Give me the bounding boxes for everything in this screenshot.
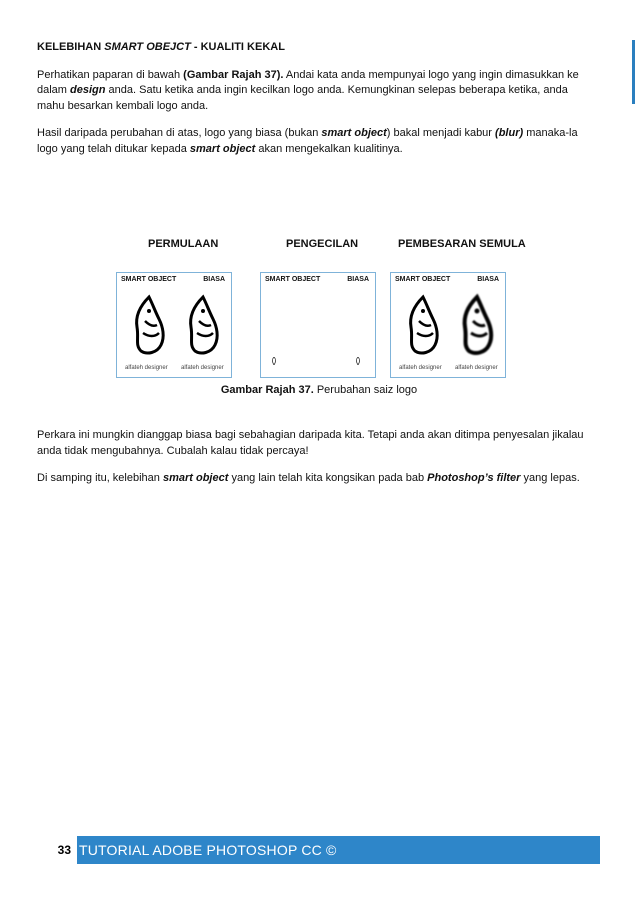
tag-smart-object: SMART OBJECT <box>395 276 451 283</box>
tag-smart-object: SMART OBJECT <box>121 276 177 283</box>
brand-text: alfateh designer <box>125 365 168 371</box>
tag-biasa: BIASA <box>477 276 499 283</box>
tag-biasa: BIASA <box>203 276 225 283</box>
small-logo-icon <box>355 357 361 365</box>
figure-caption <box>0 384 638 396</box>
design-term: design <box>70 84 106 96</box>
main-content <box>37 40 597 169</box>
section-heading <box>37 40 597 56</box>
blur-term: (blur) <box>495 127 524 139</box>
smart-object-term: smart object <box>189 142 256 155</box>
calligraphy-logo-icon <box>127 293 171 357</box>
figure-reference: (Gambar Rajah 37). <box>183 68 284 81</box>
brand-text: alfateh designer <box>399 365 442 371</box>
heading-italic: SMART OBEJCT <box>104 41 191 53</box>
smart-object-term: smart object <box>321 127 387 139</box>
footer-title: TUTORIAL ADOBE PHOTOSHOP CC © <box>79 842 337 858</box>
panel-pembesaran-semula <box>390 272 506 378</box>
label-pengecilan: PENGECILAN <box>286 238 359 250</box>
paragraph-1: Perhatikan paparan di bawah (Gambar Rajah 37). Andai kata anda mempunyai logo yang ingin dimasukkan ke dalam design anda. Satu ketika anda ingin kecilkan logo anda. Kemungkinan selepas beberapa ketika, anda mahu besarkan kembali logo anda. <box>37 68 579 112</box>
label-pembesaran-semula: PEMBESARAN SEMULA <box>398 238 526 250</box>
panel-pengecilan <box>260 272 376 378</box>
lower-content <box>37 428 597 499</box>
figure-37 <box>0 232 638 402</box>
photoshop-filter-term: Photoshop’s filter <box>427 472 521 484</box>
smart-object-term: smart object <box>162 472 229 484</box>
small-logo-icon <box>271 357 277 365</box>
panel-permulaan <box>116 272 232 378</box>
page-number: 33 <box>37 836 77 864</box>
page-footer <box>37 836 600 864</box>
calligraphy-logo-icon <box>401 293 445 357</box>
paragraph-3: Perkara ini mungkin dianggap biasa bagi sebahagian daripada kita. Tetapi anda akan ditimpa penyesalan jikalau anda tidak mengubahnya. Cubalah kalau tidak percaya! <box>37 429 584 457</box>
heading-text: KELEBIHAN <box>37 41 105 53</box>
paragraph-2: Hasil daripada perubahan di atas, logo yang biasa (bukan smart object) bakal menjadi kabur (blur) manaka-la logo yang telah ditukar kepada smart object akan mengekalkan kualitinya. <box>37 127 578 155</box>
caption-label: Gambar Rajah 37. <box>220 384 314 396</box>
side-accent-bar <box>632 40 635 104</box>
label-permulaan: PERMULAAN <box>148 238 219 250</box>
tag-biasa: BIASA <box>347 276 369 283</box>
calligraphy-logo-icon <box>181 293 225 357</box>
heading-text-end: - KUALITI KEKAL <box>190 41 285 53</box>
tag-smart-object: SMART OBJECT <box>265 276 321 283</box>
blurred-logo-icon <box>455 293 499 357</box>
caption-text: Perubahan saiz logo <box>313 384 418 396</box>
paragraph-4: Di samping itu, kelebihan smart object yang lain telah kita kongsikan pada bab Photoshop’s filter yang lepas. <box>37 472 580 484</box>
brand-text: alfateh designer <box>181 365 224 371</box>
brand-text: alfateh designer <box>455 365 498 371</box>
